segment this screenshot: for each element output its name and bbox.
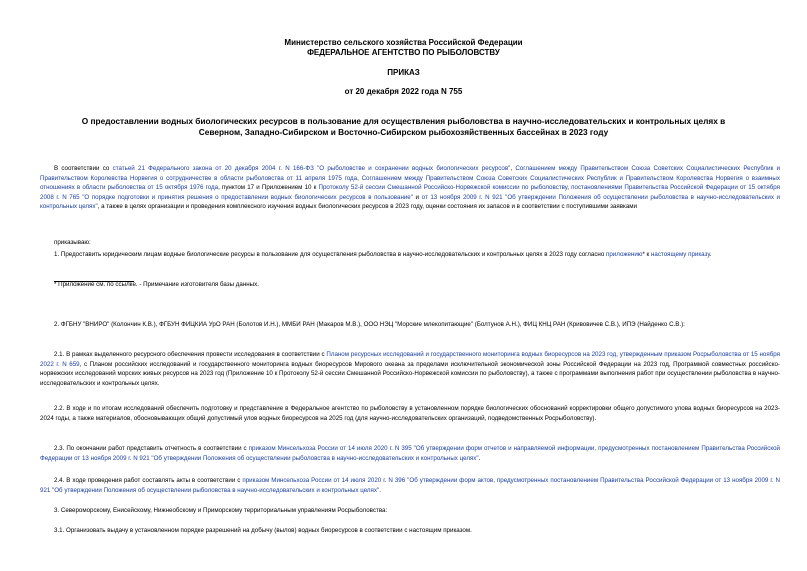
link-order-395[interactable]: приказом Минсельхоза России от 14 июля 2020 г. N 395 "Об утверждении форм отчетов и направляемой информации, предусмотренных постановлением Правительства Российской Федерации от 13 ноября 2009 г. N 921 "Об утверждении Положения об осуществлении рыболовства в научно-исследовательских и контрольных целях" <box>40 445 780 462</box>
item-3: 3. Североморскому, Енисейскому, Нижнеобскому и Приморскому территориальным управлениям Росрыболовства: <box>54 507 388 514</box>
item-2-2: 2.2. В ходе и по итогам исследований обеспечить подготовку и представление в Федеральное агентство по рыболовству в установленном порядке биологических обоснований корректировки общего допустимого улова водных биоресурсов на 2023-2024 годы, а также материалов, обосновывающих общий допустимый улов водных биоресурсов на 2025 год (для научно-исследовательских организаций, подведомственных Росрыболовству). <box>40 405 780 422</box>
doc-title-line1: О предоставлении водных биологических ресурсов в пользование для осуществления рыболовства в научно-исследовательских и контрольных целях в <box>81 116 726 126</box>
link-postanovlenie-765[interactable]: постановлениями Правительства Российской Федерации от 15 октября 2008 г. N 765 "О порядке подготовки и принятия решения о предоставлении водных биологических ресурсов в пользование" <box>40 184 780 201</box>
ministry-name: Министерство сельского хозяйства Российской Федерации <box>284 38 523 47</box>
item-2: 2. ФГБНУ "ВНИРО" (Колончин К.В.), ФГБУН ФИЦКИА УрО РАН (Болотов И.Н.), ММБИ РАН (Макаров М.В.), ООО НЭЦ "Морские млекопитающие" (Болтунов А.Н.), ФИЦ КНЦ РАН (Кривовичев С.В.), ИПЭ (Найденко С.В.): <box>54 321 685 328</box>
doc-date-number: от 20 декабря 2022 года N 755 <box>344 87 463 96</box>
footnote: * Приложение см. по ссылке. - Примечание изготовителя базы данных. <box>54 281 259 288</box>
item-2-1: 2.1. В рамках выделенного ресурсного обеспечения провести исследования в соответствии с Планом ресурсных исследований и государственного мониторинга водных биоресурсов на 2023 год, утвержденным приказом Росрыболовства от 15 ноября 2022 г. N 659, с Планом российских исследований и государственного мониторинга водных биоресурсов Мирового океана за пределами исключительной экономической зоны Российской Федерации на 2023 год, Программой совместных российско-норвежских исследований морских живых ресурсов на 2023 год (Приложение 10 к Протоколу 52-й сессии Смешанной Российско-Норвежской комиссии по рыболовству), а также с программами выполнения работ при осуществлении рыболовства в научно-исследовательских и контрольных целях. <box>40 351 780 387</box>
item-1: 1. Предоставить юридическим лицам водные биологические ресурсы в пользование для осуществления рыболовства в научно-исследовательских и контрольных целях в 2023 году согласно приложению* к настоящему приказу. <box>54 251 712 258</box>
link-appendix[interactable]: приложению <box>606 251 643 258</box>
agency-name: ФЕДЕРАЛЬНОЕ АГЕНТСТВО ПО РЫБОЛОВСТВУ <box>307 48 500 57</box>
item-2-3: 2.3. По окончании работ представить отчетность в соответствии с приказом Минсельхоза России от 14 июля 2020 г. N 395 "Об утверждении форм отчетов и направляемой информации, предусмотренных постановлением Правительства Российской Федерации от 13 ноября 2009 г. N 921 "Об утверждении Положения об осуществлении рыболовства в научно-исследовательских и контрольных целях". <box>40 445 780 462</box>
order-word: приказываю: <box>54 239 91 246</box>
link-agreement-1975[interactable]: Соглашением между Правительством Союза Советских Социалистических Республик и Правительством Королевства Норвегия о сотрудничестве в области рыболовства от 11 апреля 1975 года <box>40 165 781 182</box>
item-2-4: 2.4. В ходе проведения работ составлять акты в соответствии с приказом Минсельхоза России от 14 июля 2020 г. N 396 "Об утверждении форм актов, предусмотренных постановлением Правительства Российской Федерации от 13 ноября 2009 г. N 921 "Об утверждении Положения об осуществлении рыболовства в научно-исследовательских и контрольных целях". <box>40 477 780 494</box>
link-protocol-52[interactable]: Протоколу 52-й сессии Смешанной Российско-Норвежской комиссии по рыболовству <box>318 184 568 192</box>
link-fz-166[interactable]: статьей 21 Федерального закона от 20 декабря 2004 г. N 166-ФЗ "О рыболовстве и сохранении водных биологических ресурсов" <box>112 165 511 172</box>
item-3-1: 3.1. Организовать выдачу в установленном порядке разрешений на добычу (вылов) водных биоресурсов в соответствии с настоящим приказом. <box>54 527 472 534</box>
link-this-order[interactable]: настоящему приказу <box>650 251 710 258</box>
link-agreement-1976[interactable]: Соглашением между Правительством Союза Советских Социалистических Республик и Правительством Королевства Норвегия о взаимных отношениях в области рыболовства от 15 октября 1976 года <box>40 174 780 192</box>
link-plan-2023[interactable]: Планом ресурсных исследований и государственного мониторинга водных биоресурсов на 2023 год, утвержденным приказом Росрыболовства от 15 ноября 2022 г. N 659 <box>40 351 780 368</box>
doc-type: ПРИКАЗ <box>387 68 420 77</box>
link-order-396[interactable]: приказом Минсельхоза России от 14 июля 2020 г. N 396 "Об утверждении форм актов, предусмотренных постановлением Правительства Российской Федерации от 13 ноября 2009 г. N 921 "Об утверждении Положения об осуществлении рыболовства в научно-исследовательских и контрольных целях" <box>40 477 780 494</box>
preamble-paragraph: В соответствии со статьей 21 Федерального закона от 20 декабря 2004 г. N 166-ФЗ "О рыболовстве и сохранении водных биологических ресурсов", Соглашением между Правительством Союза Советских Социалистических Республик и Правительством Королевства Норвегия о сотрудничестве в области рыболовства от 11 апреля 1975 года, Соглашением между Правительством Союза Советских Социалистических Республик и Правительством Королевства Норвегия о взаимных отношениях в области рыболовства от 15 октября 1976 года, пунктом 17 и Приложением 10 к Протоколу 52-й сессии Смешанной Российско-Норвежской комиссии по рыболовству, постановлениями Правительства Российской Федерации от 15 октября 2008 г. N 765 "О порядке подготовки и принятия решения о предоставлении водных биологических ресурсов в пользование" и от 13 ноября 2009 г. N 921 "Об утверждении Положения об осуществлении рыболовства в научно-исследовательских и контрольных целях", а также в целях организации и проведения комплексного изучения водных биологических ресурсов в 2023 году, оценки состояния их запасов и в соответствии с поступившими заявками <box>40 165 781 211</box>
doc-title-line2: Северном, Западно-Сибирском и Восточно-Сибирском рыбохозяйственных бассейнах в 2023 году <box>198 127 609 137</box>
link-postanovlenie-921[interactable]: от 13 ноября 2009 г. N 921 "Об утверждении Положения об осуществлении рыболовства в научно-исследовательских и контрольных целях" <box>40 193 780 211</box>
